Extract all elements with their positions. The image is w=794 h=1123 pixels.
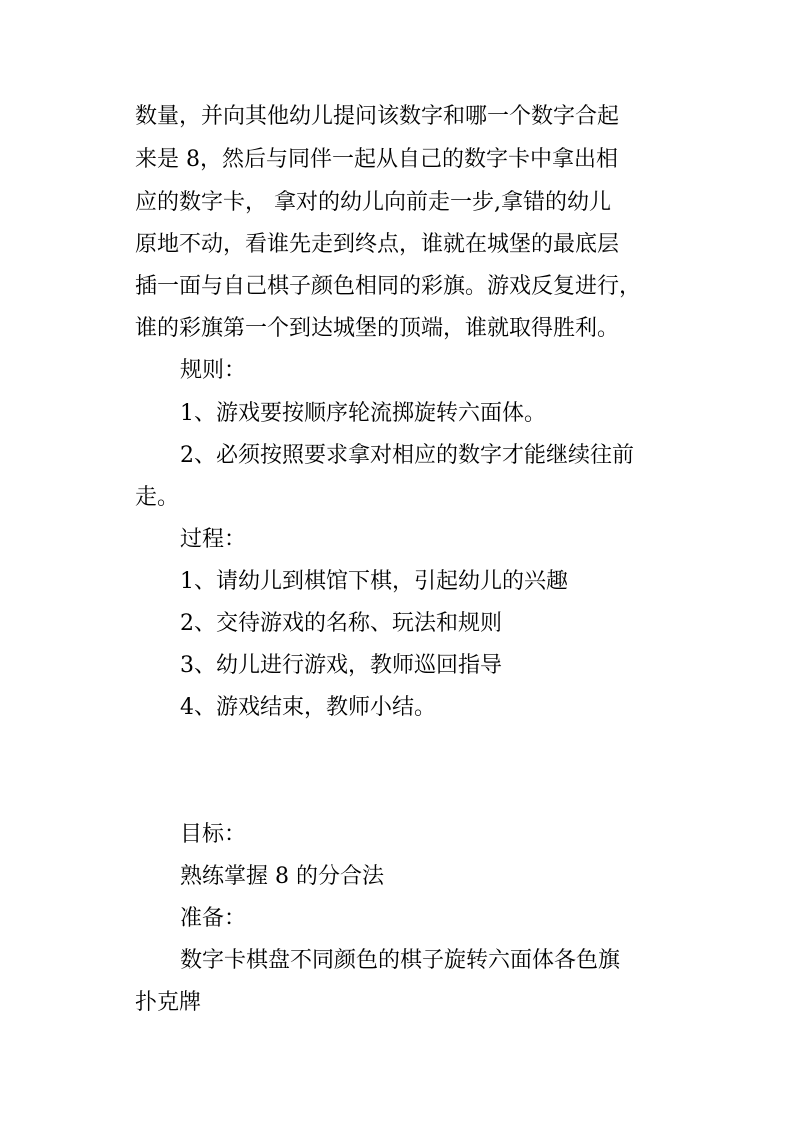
paragraph-line-5: 插一面与自己棋子颜色相同的彩旗。游戏反复进行， [135,274,642,299]
paragraph-line-2: 来是 8，然后与同伴一起从自己的数字卡中拿出相 [135,147,618,172]
preparation-line-2: 扑克牌 [135,990,202,1015]
paragraph-line-1: 数量，并向其他幼儿提问该数字和哪一个数字合起 [135,104,620,129]
paragraph-line-4: 原地不动，看谁先走到终点，谁就在城堡的最底层 [135,232,620,257]
preparation-heading: 准备： [180,906,247,931]
goal-heading: 目标： [180,822,247,847]
rules-item-2-line-2: 走。 [135,485,180,510]
process-item-4: 4、游戏结束，教师小结。 [180,695,436,720]
paragraph-line-3: 应的数字卡， 拿对的幼儿向前走一步,拿错的幼儿 [135,190,611,215]
rules-item-2-line-1: 2、必须按照要求拿对相应的数字才能继续往前 [180,443,634,468]
paragraph-line-6: 谁的彩旗第一个到达城堡的顶端，谁就取得胜利。 [135,316,620,341]
process-item-1: 1、请幼儿到棋馆下棋，引起幼儿的兴趣 [180,569,568,594]
rules-heading: 规则： [180,358,247,383]
preparation-line-1: 数字卡棋盘不同颜色的棋子旋转六面体各色旗 [180,948,621,973]
process-heading: 过程： [180,527,247,552]
rules-item-1: 1、游戏要按顺序轮流掷旋转六面体。 [180,401,546,426]
goal-text: 熟练掌握 8 的分合法 [180,864,384,889]
process-item-3: 3、幼儿进行游戏，教师巡回指导 [180,653,502,678]
process-item-2: 2、交待游戏的名称、玩法和规则 [180,611,502,636]
